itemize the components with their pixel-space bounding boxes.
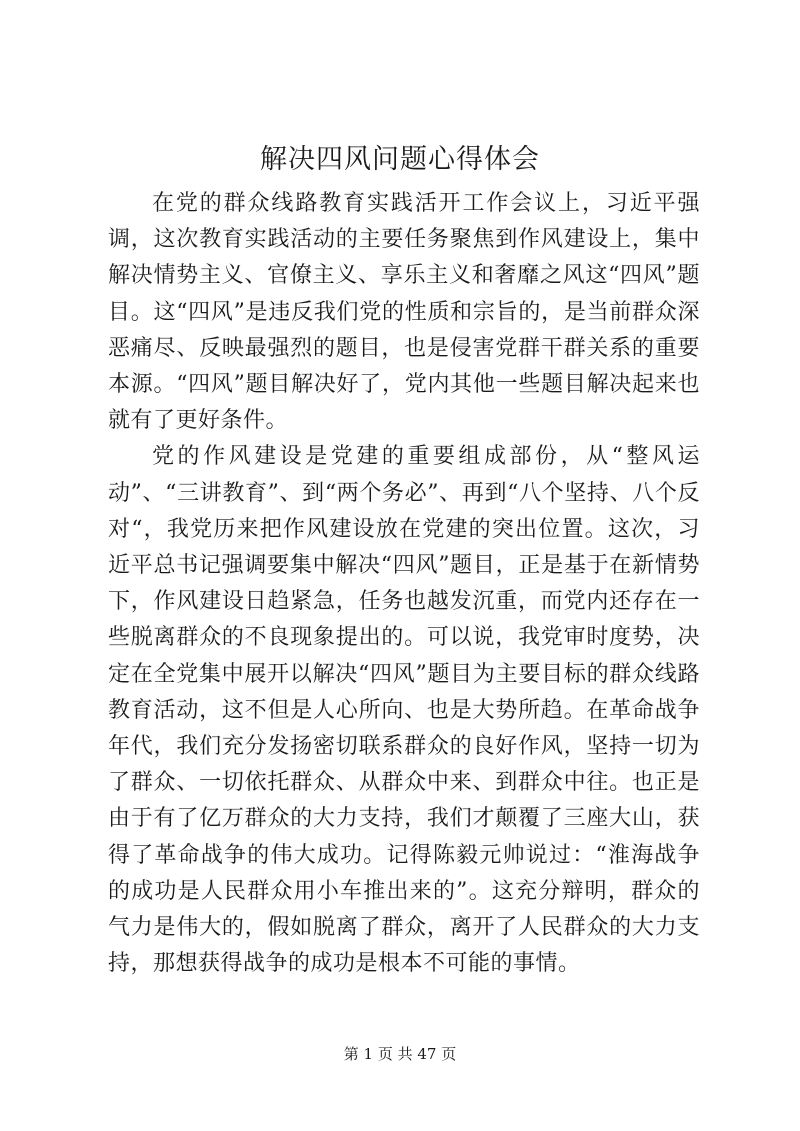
page-footer bbox=[0, 1044, 800, 1064]
paragraph-1: 在党的群众线路教育实践活开工作会议上，习近平强调，这次教育实践活动的主要任务聚焦到作风建设上，集中解决情势主义、官僚主义、享乐主义和奢靡之风这“四风”题目。这“四风”是违反我们党的性质和宗旨的，是当前群众深恶痛尽、反映最强烈的题目，也是侵害党群干群关系的重要本源。“四风”题目解决好了，党内其他一些题目解决起来也就有了更好条件。 bbox=[108, 191, 700, 434]
document-title: 解决四风问题心得体会 bbox=[260, 144, 540, 175]
paragraph-2: 党的作风建设是党建的重要组成部份，从“整风运动”、“三讲教育”、到“两个务必”、再到“八个坚持、八个反对“，我党历来把作风建设放在党建的突出位置。这次，习近平总书记强调要集中解决“四风”题目，正是基于在新情势下，作风建设日趋紧急，任务也越发沉重，而党内还存在一些脱离群众的不良现象提出的。可以说，我党审时度势，决定在全党集中展开以解决“四风”题目为主要目标的群众线路教育活动，这不但是人心所向、也是大势所趋。在革命战争年代，我们充分发扬密切联系群众的良好作风，坚持一切为了群众、一切依托群众、从群众中来、到群众中往。也正是由于有了亿万群众的大力支持，我们才颠覆了三座大山，获得了革命战争的伟大成功。记得陈毅元帅说过：“淮海战争的成功是人民群众用小车推出来的”。这充分辩明，群众的气力是伟大的，假如脱离了群众，离开了人民群众的大力支持，那想获得战争的成功是根本不可能的事情。 bbox=[108, 444, 700, 977]
page-number: 第 1 页 bbox=[343, 1045, 393, 1063]
document-body bbox=[108, 186, 700, 982]
page-total: 共 47 页 bbox=[397, 1045, 457, 1063]
